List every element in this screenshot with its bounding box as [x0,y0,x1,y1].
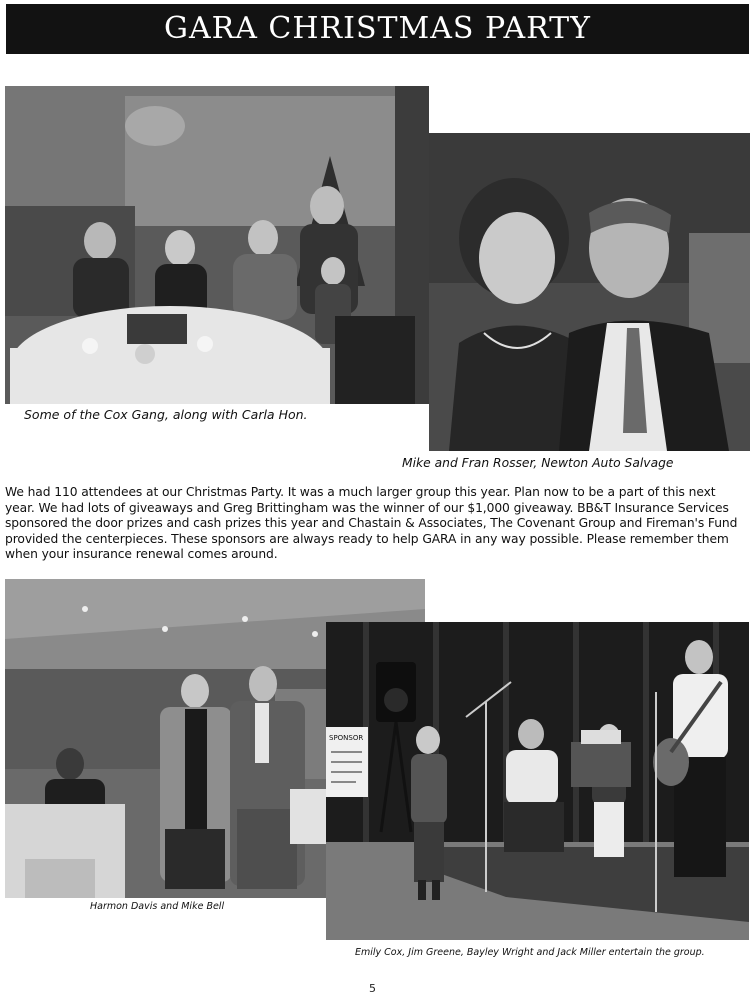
page-title: GARA CHRISTMAS PARTY [6,4,749,54]
caption-entertainers: Emily Cox, Jim Greene, Bayley Wright and Jack Miller entertain the group. [355,947,705,958]
photo-cox-gang [5,86,429,404]
page-number: 5 [369,982,376,993]
sponsor-sign-text: SPONSOR [329,734,364,742]
caption-cox-gang: Some of the Cox Gang, along with Carla Hon. [24,407,308,422]
photo-entertainers [326,622,749,940]
caption-rosser: Mike and Fran Rosser, Newton Auto Salvage [402,456,674,470]
photo-rosser [429,133,750,451]
caption-davis-bell: Harmon Davis and Mike Bell [90,901,225,912]
article-body: We had 110 attendees at our Christmas Party. It was a much larger group this year. Plan now to be a part of this next year. We had lots of giveaways and Greg Brittingham was the winner of our $1,000 giveaway. BB&T Insurance Services sponsored the door prizes and cash prizes this year and Chastain & Associates, The Covenant Group and Fireman's Fund provided the centerpieces. These sponsors are always ready to help GARA in any way possible. Please remember them when your insurance renewal comes around. [5,485,738,562]
